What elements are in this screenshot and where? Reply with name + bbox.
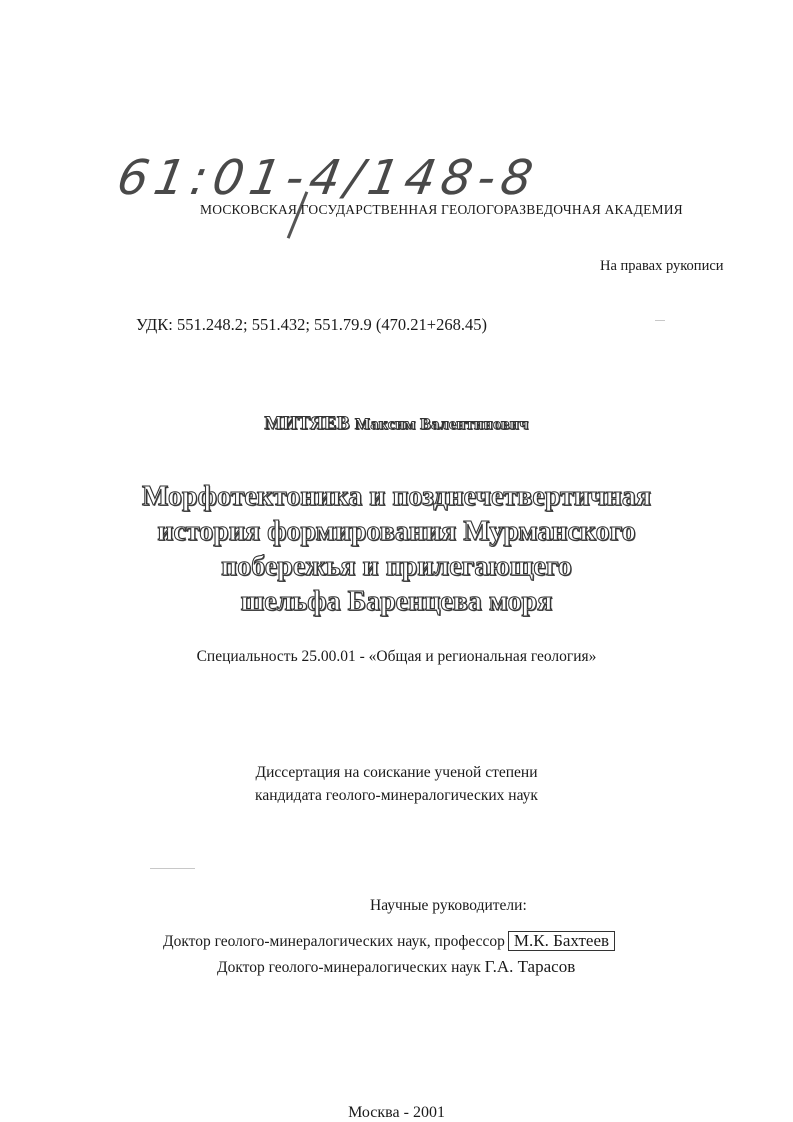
archive-code-handwritten: 61:01-4/148-8: [113, 150, 543, 206]
academy-name: МОСКОВСКАЯ ГОСУДАРСТВЕННАЯ ГЕОЛОГОРАЗВЕДОЧНАЯ АКАДЕМИЯ: [200, 202, 683, 217]
scan-smudge: [150, 868, 195, 869]
supervisor-second-name: Г.А. Тарасов: [484, 957, 576, 976]
supervisor-second: [217, 957, 575, 977]
thesis-title-line: побережья и прилегающего: [221, 551, 572, 582]
city-year: Москва - 2001: [348, 1104, 445, 1121]
thesis-title-line: Морфотектоника и позднечетвертичная: [141, 481, 652, 512]
supervisor-first: [163, 931, 615, 951]
author-name: [0, 413, 793, 435]
scan-smudge: [655, 320, 665, 321]
supervisors-heading: Научные руководители:: [370, 897, 527, 914]
supervisor-first-title: Доктор геолого-минералогических наук, профессор: [163, 933, 505, 950]
rights-note: На правах рукописи: [600, 258, 724, 274]
thesis-title-line: история формирования Мурманского: [157, 516, 636, 547]
dissertation-degree-line: кандидата геолого-минералогических наук: [255, 787, 538, 804]
author-given-name: Максим Валентинович: [354, 416, 529, 433]
supervisor-second-title: Доктор геолого-минералогических наук: [217, 959, 481, 976]
specialty: Специальность 25.00.01 - «Общая и региональная геология»: [196, 648, 597, 665]
udk-code: УДК: 551.248.2; 551.432; 551.79.9 (470.21+268.45): [136, 315, 487, 334]
supervisor-first-name: М.К. Бахтеев: [508, 931, 615, 951]
dissertation-degree-line: Диссертация на соискание ученой степени: [255, 764, 538, 781]
thesis-title-line: шельфа Баренцева моря: [240, 586, 553, 617]
author-surname: МИТЯЕВ: [264, 413, 350, 434]
